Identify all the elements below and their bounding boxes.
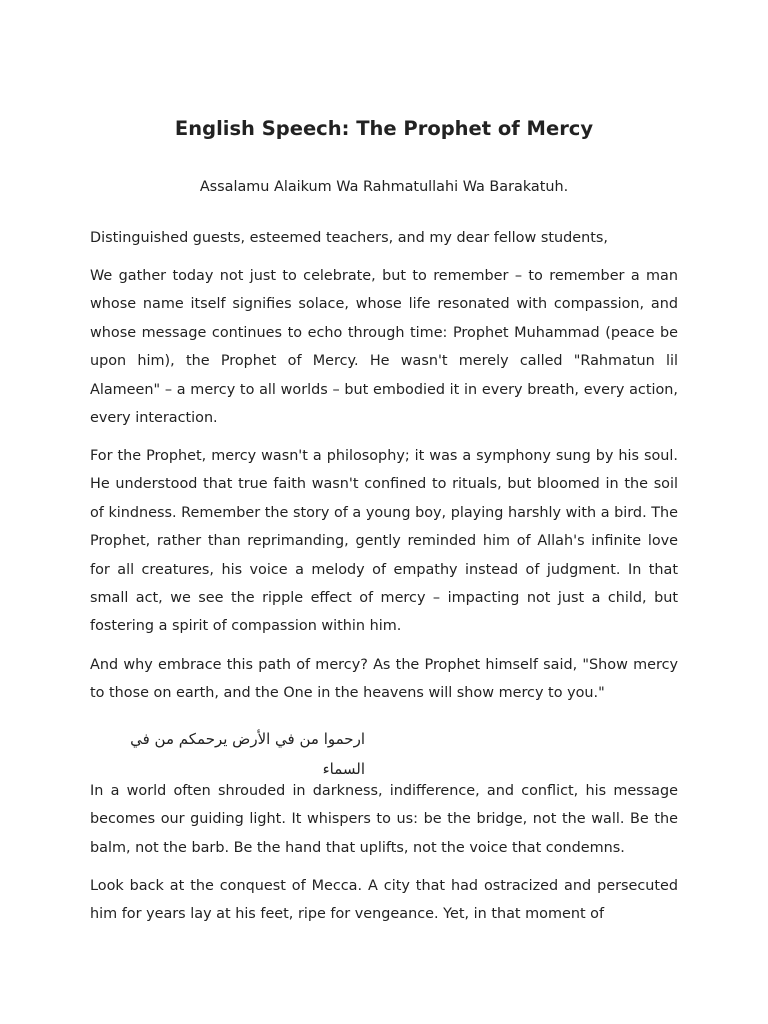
greeting-line: Assalamu Alaikum Wa Rahmatullahi Wa Barakatuh. <box>199 179 569 195</box>
paragraph-why-mercy: And why embrace this path of mercy? As the Prophet himself said, "Show mercy to those on earth, and the One in the heavens will show mercy to you." <box>90 657 678 702</box>
document-title: English Speech: The Prophet of Mercy <box>174 117 594 140</box>
arabic-hadith-quote: ارحموا من في الأرض يرحمكم من في السماء <box>130 730 365 778</box>
paragraph-salutation: Distinguished guests, esteemed teachers, and my dear fellow students, <box>90 230 608 246</box>
paragraph-philosophy: For the Prophet, mercy wasn't a philosophy; it was a symphony sung by his soul. He understood that true faith wasn't confined to rituals, but bloomed in the soil of kindness. Remember the story of a young boy, playing harshly with a bird. The Prophet, rather than reprimanding, gently reminded him of Allah's infinite love for all creatures, his voice a melody of empathy instead of judgment. In that small act, we see the ripple effect of mercy – impacting not just a child, but fostering a spirit of compassion within him. <box>90 448 678 635</box>
paragraph-conquest-of-mecca: Look back at the conquest of Mecca. A city that had ostracized and persecuted him for years lay at his feet, ripe for vengeance. Yet, in that moment of <box>90 878 678 923</box>
paragraph-guiding-light: In a world often shrouded in darkness, indifference, and conflict, his message becomes our guiding light. It whispers to us: be the bridge, not the wall. Be the balm, not the barb. Be the hand that uplifts, not the voice that condemns. <box>90 783 678 856</box>
paragraph-introduction: We gather today not just to celebrate, but to remember – to remember a man whose name itself signifies solace, whose life resonated with compassion, and whose message continues to echo through time: Prophet Muhammad (peace be upon him), the Prophet of Mercy. He wasn't merely called "Rahmatun lil Alameen" – a mercy to all worlds – but embodied it in every breath, every action, every interaction. <box>90 268 678 427</box>
